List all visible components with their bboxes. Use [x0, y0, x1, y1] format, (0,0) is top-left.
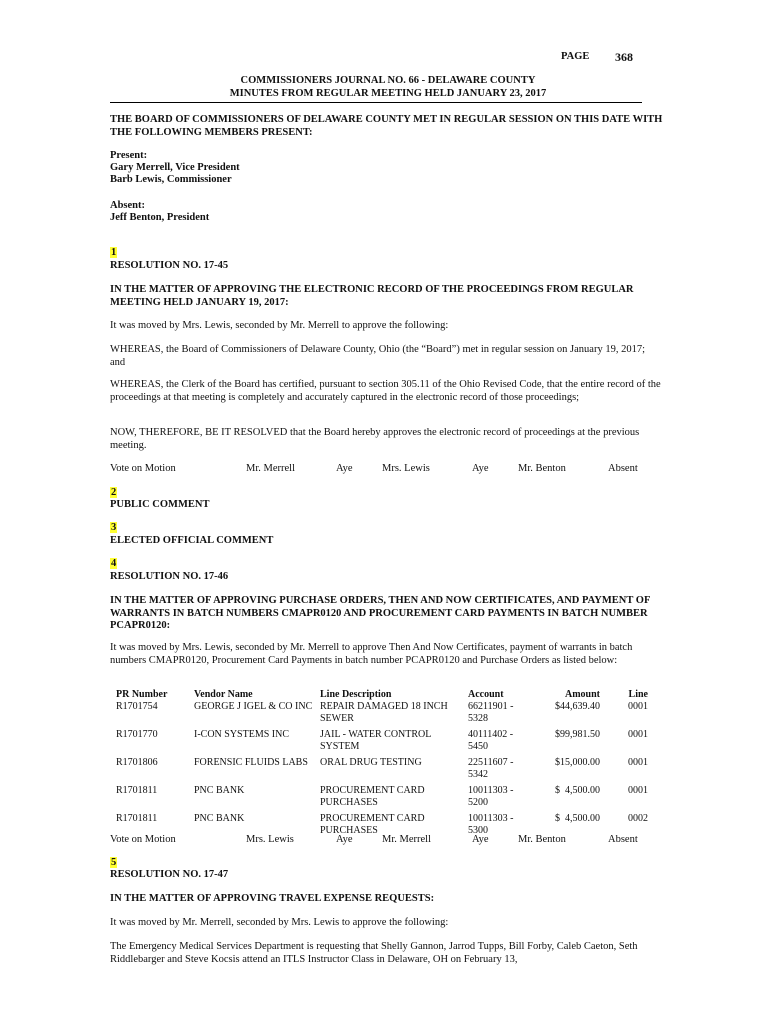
section-title: ELECTED OFFICIAL COMMENT — [110, 535, 274, 546]
table-cell: 66211901 - 5328 — [468, 701, 514, 724]
table-header-row — [116, 689, 656, 701]
table-row — [116, 757, 656, 785]
table-cell: $15,000.00 — [555, 757, 600, 768]
present-member: Gary Merrell, Vice President — [110, 162, 240, 173]
resolution-number: RESOLUTION NO. 17-47 — [110, 869, 229, 880]
col-header: Line — [628, 689, 648, 700]
vote-label: Vote on Motion — [110, 834, 176, 845]
table-cell: R1701770 — [116, 729, 158, 740]
table-cell: FORENSIC FLUIDS LABS — [194, 757, 308, 768]
absent-member: Jeff Benton, President — [110, 212, 210, 223]
resolution-number: RESOLUTION NO. 17-46 — [110, 571, 229, 582]
minutes-line: MINUTES FROM REGULAR MEETING HELD JANUARY 23, 2017 — [229, 88, 547, 99]
table-cell: 0002 — [628, 813, 648, 824]
page-number: 368 — [615, 50, 633, 64]
vote-member: Mr. Benton — [518, 463, 566, 474]
absent-label: Absent: — [110, 200, 146, 211]
vote-value: Aye — [472, 463, 489, 474]
table-cell: 10011303 - 5300 — [468, 813, 514, 836]
table-cell: ORAL DRUG TESTING — [320, 757, 422, 768]
table-cell: PNC BANK — [194, 785, 245, 796]
table-cell: $ 4,500.00 — [555, 785, 600, 796]
resolution-number: RESOLUTION NO. 17-45 — [110, 260, 229, 271]
vote-value: Aye — [472, 834, 489, 845]
table-cell: $44,639.40 — [555, 701, 600, 712]
table-cell: 0001 — [628, 729, 648, 740]
table-cell: 0001 — [628, 757, 648, 768]
purchase-order-table — [116, 689, 656, 841]
table-row — [116, 729, 656, 757]
item-number: 5 — [111, 857, 117, 868]
col-header: Vendor Name — [194, 689, 253, 700]
table-cell: R1701811 — [116, 813, 158, 824]
body-paragraph: The Emergency Medical Services Department is requesting that Shelly Gannon, Jarrod Tupps, Bill Forby, Caleb Caeton, Seth Riddlebarger and Steve Kocsis attend an ITLS Instructor Class in Delaware, OH on February 13, — [110, 941, 638, 965]
table-cell: PROCUREMENT CARD PURCHASES — [320, 813, 425, 836]
table-cell: PROCUREMENT CARD PURCHASES — [320, 785, 425, 808]
vote-value: Aye — [336, 463, 353, 474]
item-number: 2 — [111, 487, 117, 498]
vote-member: Mrs. Lewis — [246, 834, 294, 845]
journal-line: COMMISSIONERS JOURNAL NO. 66 - DELAWARE COUNTY — [240, 75, 536, 86]
vote-label: Vote on Motion — [110, 463, 176, 474]
table-cell: 40111402 - 5450 — [468, 729, 514, 752]
motion-text: It was moved by Mr. Merrell, seconded by Mrs. Lewis to approve the following: — [110, 917, 449, 928]
vote-value: Aye — [336, 834, 353, 845]
col-header: Amount — [564, 689, 600, 700]
table-cell: JAIL - WATER CONTROL SYSTEM — [320, 729, 432, 752]
table-cell: 10011303 - 5200 — [468, 785, 514, 808]
page-label: PAGE — [561, 51, 590, 62]
col-header: Account — [468, 689, 504, 700]
table-cell: 0001 — [628, 701, 648, 712]
vote-value: Absent — [608, 834, 638, 845]
table-cell: PNC BANK — [194, 813, 245, 824]
table-cell: $99,981.50 — [555, 729, 600, 740]
col-header: Line Description — [320, 689, 392, 700]
item-number: 1 — [111, 247, 117, 258]
header-rule — [110, 102, 642, 103]
section-title: PUBLIC COMMENT — [110, 499, 210, 510]
resolved-paragraph: NOW, THEREFORE, BE IT RESOLVED that the Board hereby approves the electronic record of proceedings at the previous meeting. — [110, 427, 640, 451]
table-cell: R1701806 — [116, 757, 158, 768]
table-cell: GEORGE J IGEL & CO INC — [194, 701, 313, 712]
table-row — [116, 701, 656, 729]
present-member: Barb Lewis, Commissioner — [110, 174, 232, 185]
resolution-title: IN THE MATTER OF APPROVING TRAVEL EXPENSE REQUESTS: — [110, 893, 435, 904]
resolution-title: IN THE MATTER OF APPROVING THE ELECTRONIC RECORD OF THE PROCEEDINGS FROM REGULAR MEETING HELD JANUARY 19, 2017: — [110, 284, 634, 308]
vote-member: Mr. Benton — [518, 834, 566, 845]
table-row — [116, 785, 656, 813]
table-cell: R1701754 — [116, 701, 158, 712]
table-cell: R1701811 — [116, 785, 158, 796]
present-label: Present: — [110, 150, 148, 161]
vote-member: Mr. Merrell — [382, 834, 431, 845]
session-statement: THE BOARD OF COMMISSIONERS OF DELAWARE COUNTY MET IN REGULAR SESSION ON THIS DATE WITH THE FOLLOWING MEMBERS PRESENT: — [110, 114, 663, 138]
item-number: 4 — [111, 558, 117, 569]
motion-text: It was moved by Mrs. Lewis, seconded by Mr. Merrell to approve the following: — [110, 320, 449, 331]
motion-text: It was moved by Mrs. Lewis, seconded by Mr. Merrell to approve Then And Now Certificates, payment of warrants in batch numbers CMAPR0120, Procurement Card Payments in batch number PCAPR0120 and Purchase Orders as listed below: — [110, 642, 633, 666]
vote-value: Absent — [608, 463, 638, 474]
table-cell: I-CON SYSTEMS INC — [194, 729, 290, 740]
table-cell: 22511607 - 5342 — [468, 757, 514, 780]
table-cell: $ 4,500.00 — [555, 813, 600, 824]
table-cell: REPAIR DAMAGED 18 INCH SEWER — [320, 701, 448, 724]
item-number: 3 — [111, 522, 117, 533]
table-cell: 0001 — [628, 785, 648, 796]
whereas-paragraph: WHEREAS, the Board of Commissioners of Delaware County, Ohio (the “Board”) met in regular session on January 19, 2017; and — [110, 344, 646, 368]
resolution-title: IN THE MATTER OF APPROVING PURCHASE ORDERS, THEN AND NOW CERTIFICATES, AND PAYMENT OF WARRANTS IN BATCH NUMBERS CMAPR0120 AND PROCUREMENT CARD PAYMENTS IN BATCH NUMBER PCAPR0120: — [110, 595, 650, 631]
vote-member: Mrs. Lewis — [382, 463, 430, 474]
col-header: PR Number — [116, 689, 168, 700]
whereas-paragraph: WHEREAS, the Clerk of the Board has certified, pursuant to section 305.11 of the Ohio Revised Code, that the entire record of the proceedings at that meeting is completely and accurately captured in the electronic record of those proceedings; — [110, 379, 661, 403]
vote-member: Mr. Merrell — [246, 463, 295, 474]
